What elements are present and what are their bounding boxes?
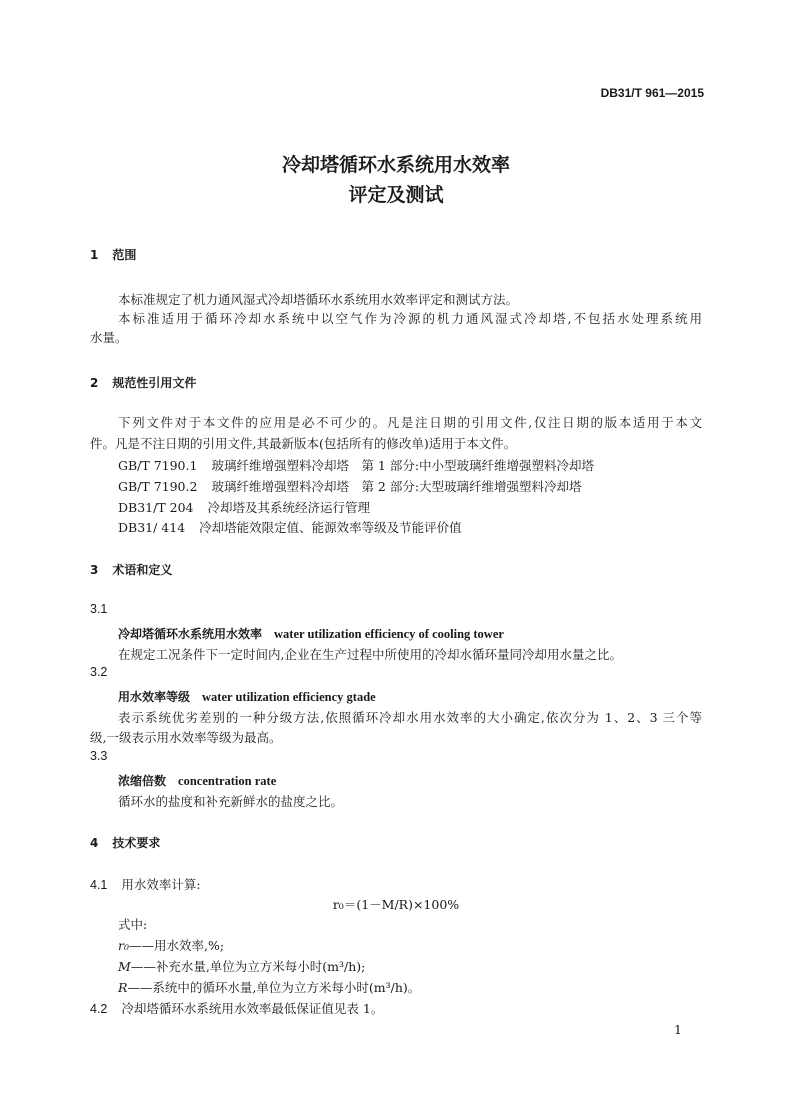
term-chinese: 用水效率等级 [118, 690, 191, 704]
term-heading [118, 686, 376, 705]
title-line-2: 评定及测试 [348, 184, 444, 206]
term-heading [118, 623, 504, 642]
term-number: 3.2 [90, 665, 108, 679]
document-code: DB31/T 961—2015 [600, 86, 704, 100]
variable-symbol: R [118, 980, 128, 995]
paragraph-line: 下列文件对于本文件的应用是必不可少的。凡是注日期的引用文件,仅注日期的版本适用于本文 [118, 415, 702, 430]
section-number: 4 [90, 836, 99, 850]
section-title: 技术要求 [112, 836, 161, 850]
term-english: water utilization efficiency gtade [202, 690, 376, 704]
variable-symbol: M [118, 959, 131, 974]
reference-title: 冷却塔能效限定值、能源效率等级及节能评价值 [199, 520, 462, 535]
reference-title: 玻璃纤维增强塑料冷却塔 第 2 部分:大型玻璃纤维增强塑料冷却塔 [211, 479, 582, 494]
variable-description: ——系统中的循环水量,单位为立方米每小时(m³/h)。 [127, 980, 421, 995]
paragraph-line: 水量。 [90, 330, 128, 345]
reference-item [118, 477, 582, 495]
term-english: concentration rate [178, 774, 277, 788]
reference-code: GB/T 7190.2 [118, 479, 198, 494]
section-3-heading [90, 561, 172, 578]
section-number: 3 [90, 563, 99, 577]
page-number: 1 [674, 1022, 682, 1037]
reference-code: DB31/ 414 [118, 520, 186, 535]
term-chinese: 冷却塔循环水系统用水效率 [118, 627, 263, 641]
reference-item [118, 498, 370, 516]
reference-title: 冷却塔及其系统经济运行管理 [207, 500, 371, 515]
reference-title: 玻璃纤维增强塑料冷却塔 第 1 部分:中小型玻璃纤维增强塑料冷却塔 [211, 458, 595, 473]
reference-code: DB31/T 204 [118, 500, 194, 515]
clause-number: 4.2 [90, 1002, 108, 1016]
term-number: 3.3 [90, 749, 108, 763]
reference-item [118, 518, 462, 536]
section-number: 1 [90, 248, 99, 262]
term-number: 3.1 [90, 602, 108, 616]
term-definition: 在规定工况条件下一定时间内,企业在生产过程中所使用的冷却水循环量同冷却用水量之比。 [118, 647, 622, 662]
variable-description: ——补充水量,单位为立方米每小时(m³/h); [130, 959, 366, 974]
variable-definition [118, 978, 420, 996]
clause-4-2 [90, 999, 383, 1017]
term-english: water utilization efficiency of cooling tower [274, 627, 504, 641]
paragraph: 本标准规定了机力通风湿式冷却塔循环水系统用水效率评定和测试方法。 [118, 292, 519, 307]
where-label: 式中: [118, 917, 148, 932]
reference-item [118, 456, 594, 474]
section-2-heading [90, 374, 196, 391]
variable-description: ——用水效率,%; [129, 938, 225, 953]
clause-number: 4.1 [90, 878, 108, 892]
clause-4-1 [90, 875, 201, 893]
section-1-heading [90, 246, 136, 263]
paragraph-line: 本标准适用于循环冷却水系统中以空气作为冷源的机力通风湿式冷却塔,不包括水处理系统用 [118, 311, 702, 326]
term-chinese: 浓缩倍数 [118, 774, 167, 788]
reference-code: GB/T 7190.1 [118, 458, 198, 473]
term-definition: 循环水的盐度和补充新鲜水的盐度之比。 [118, 794, 344, 809]
section-4-heading [90, 834, 160, 851]
section-title: 范围 [112, 248, 137, 262]
term-definition: 级,一级表示用水效率等级为最高。 [90, 730, 282, 745]
variable-symbol: r₀ [118, 938, 129, 953]
formula: r₀＝(1－M/R)×100% [332, 897, 460, 912]
variable-definition [118, 936, 224, 954]
clause-text: 用水效率计算: [121, 877, 201, 892]
section-number: 2 [90, 376, 99, 390]
term-heading [118, 770, 276, 789]
section-title: 规范性引用文件 [112, 376, 197, 390]
term-definition: 表示系统优劣差别的一种分级方法,依照循环冷却水用水效率的大小确定,依次分为 1、2、3 三个等 [118, 710, 702, 725]
paragraph-line: 件。凡是不注日期的引用文件,其最新版本(包括所有的修改单)适用于本文件。 [90, 436, 517, 451]
section-title: 术语和定义 [112, 563, 173, 577]
variable-definition [118, 957, 365, 975]
clause-text: 冷却塔循环水系统用水效率最低保证值见表 1。 [121, 1001, 384, 1016]
title-line-1: 冷却塔循环水系统用水效率 [281, 154, 510, 176]
